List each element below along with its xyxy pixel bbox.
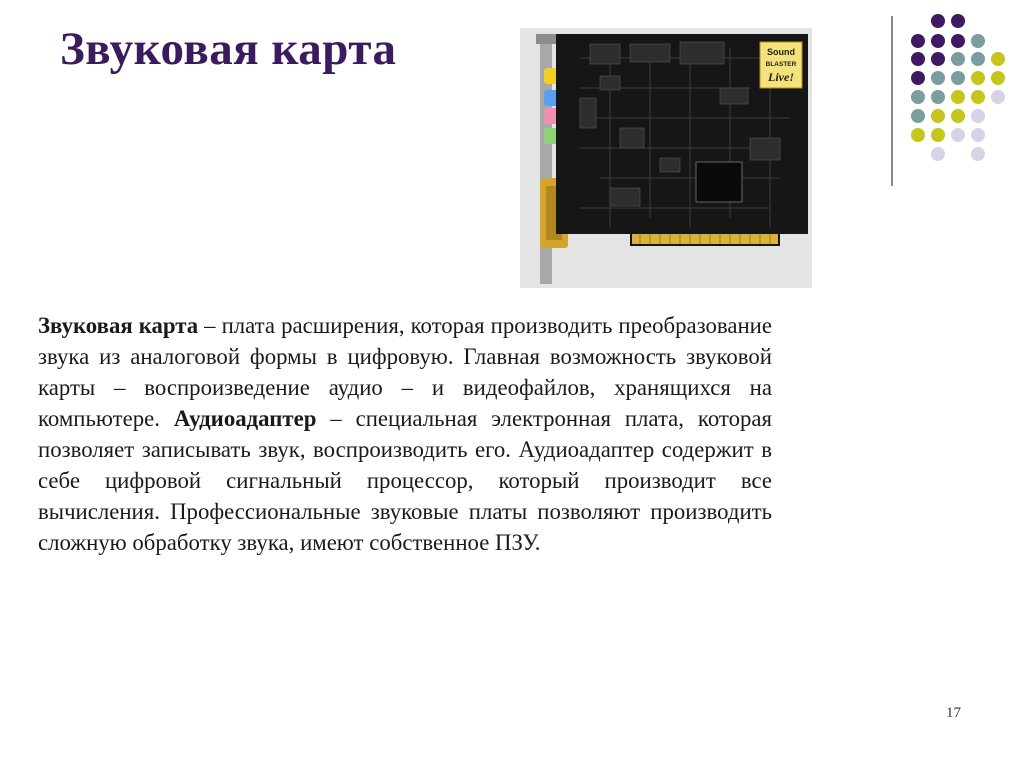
body-text-part2: – специальная электронная плата, которая позволяет записывать звук, воспроизводить его. Аудиоадаптер содержит в себе цифровой сигнальный процессор, который производит все вычисления. Профессиональные звуковые платы позволяют производить сложную обработку звука, имеют собственное ПЗУ. — [38, 406, 772, 555]
logo-line3: Live! — [768, 70, 794, 84]
logo-line2: BLASTER — [765, 61, 797, 68]
gold-edge-connector — [632, 234, 778, 244]
slide-title: Звуковая карта — [60, 23, 397, 75]
decorative-dot-grid — [0, 0, 1024, 200]
logo-line1: Sound — [767, 47, 795, 57]
term-audio-adapter: Аудиоадаптер — [173, 406, 317, 431]
page-number: 17 — [946, 705, 961, 721]
body-paragraph — [38, 310, 772, 558]
body-text-part1: – плата расширения, которая производить преобразование звука из аналоговой формы в цифровую. Главная возможность звуковой карты – воспроизведение аудио – и видеофайлов, хранящихся на компьютере. — [38, 313, 773, 431]
term-sound-card: Звуковая карта — [38, 313, 199, 338]
